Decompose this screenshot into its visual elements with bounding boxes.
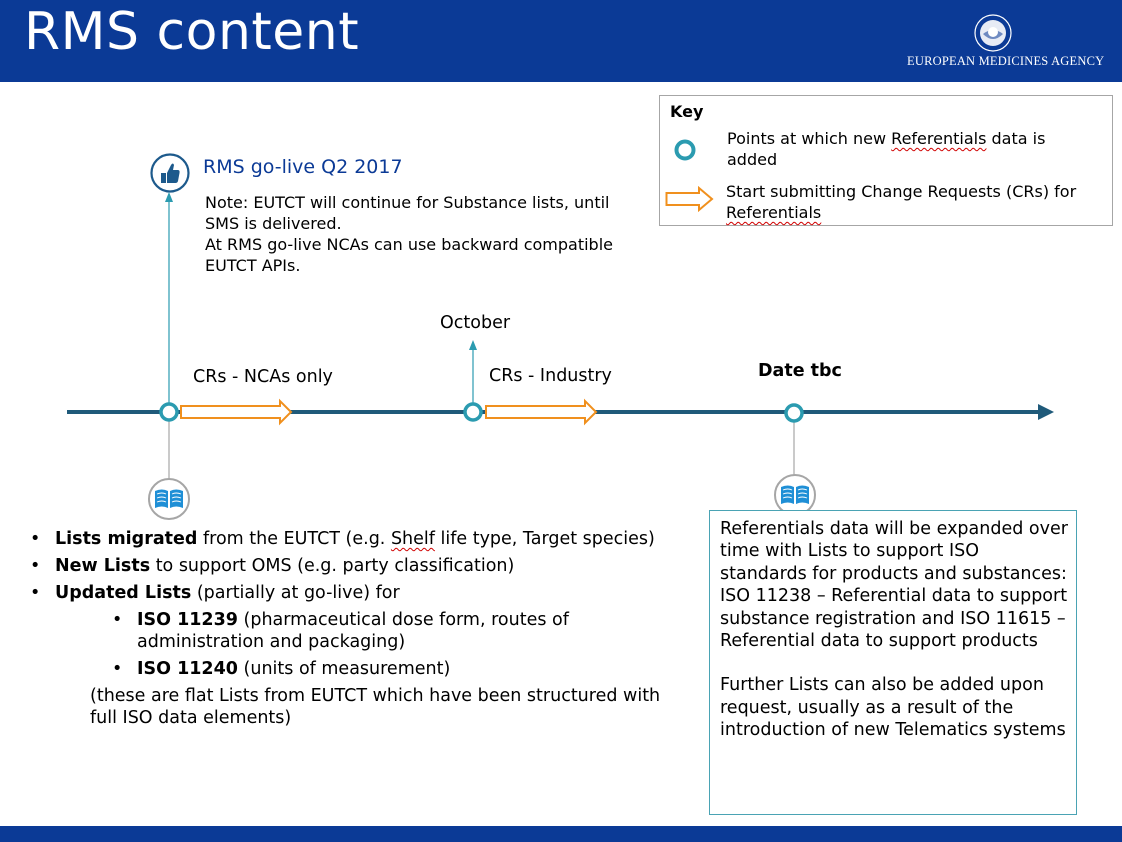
milestone-date-tbc (786, 405, 802, 421)
key-title: Key (670, 102, 704, 121)
list-item: • Lists migrated from the EUTCT (e.g. Shelf life type, Target species) (30, 528, 680, 550)
milestone-golive (161, 404, 177, 420)
open-book-icon (145, 477, 193, 521)
golive-note (205, 192, 625, 276)
ema-logo-icon (970, 12, 1016, 54)
list-item: • Updated Lists (partially at go-live) for • ISO 11239 (pharmaceutical dose form, routes of administration and packaging) • ISO 11240 (units of measurement) (30, 582, 680, 680)
thumbs-up-icon (148, 152, 192, 196)
october-label: October (440, 313, 511, 333)
milestone-circle-icon (672, 137, 698, 163)
slide-title: RMS content (24, 2, 360, 62)
cr-industry-label: CRs - Industry (489, 366, 612, 386)
key-arrow-text: Start submitting Change Requests (CRs) for Referentials (726, 182, 1077, 222)
october-arrowhead (469, 340, 477, 350)
cr-ncas-arrow (181, 401, 291, 423)
list-item: • New Lists to support OMS (e.g. party classification) (30, 555, 680, 577)
lists-bullets (30, 528, 680, 729)
cr-ncas-label: CRs - NCAs only (193, 367, 333, 387)
golive-note-line2: At RMS go-live NCAs can use backward compatible EUTCT APIs. (205, 235, 613, 275)
referentials-para-2: Further Lists can also be added upon request, usually as a result of the introduction of new Telematics systems (720, 675, 1066, 741)
cr-industry-arrow (486, 401, 596, 423)
lists-footnote: (these are flat Lists from EUTCT which have been structured with full ISO data elements) (90, 686, 661, 728)
footer-bar (0, 826, 1122, 842)
milestone-october (465, 404, 481, 420)
date-tbc-label: Date tbc (758, 361, 842, 381)
referentials-para-1: Referentials data will be expanded over time with Lists to support ISO standards for products and substances: ISO 11238 – Referential data to support substance registration and ISO 11615 – Referential data to support products (720, 519, 1068, 652)
sub-list-item: • ISO 11239 (pharmaceutical dose form, routes of administration and packaging) (112, 609, 680, 653)
referentials-text (720, 518, 1070, 764)
sub-list-item: • ISO 11240 (units of measurement) (112, 658, 680, 680)
golive-note-line1: Note: EUTCT will continue for Substance lists, until SMS is delivered. (205, 193, 610, 233)
cr-arrow-icon (665, 186, 715, 212)
key-circle-text: Points at which new Referentials data is added (727, 129, 1046, 169)
golive-label: RMS go-live Q2 2017 (203, 156, 403, 178)
agency-name: EUROPEAN MEDICINES AGENCY (907, 54, 1105, 68)
timeline-arrowhead (1038, 404, 1054, 420)
